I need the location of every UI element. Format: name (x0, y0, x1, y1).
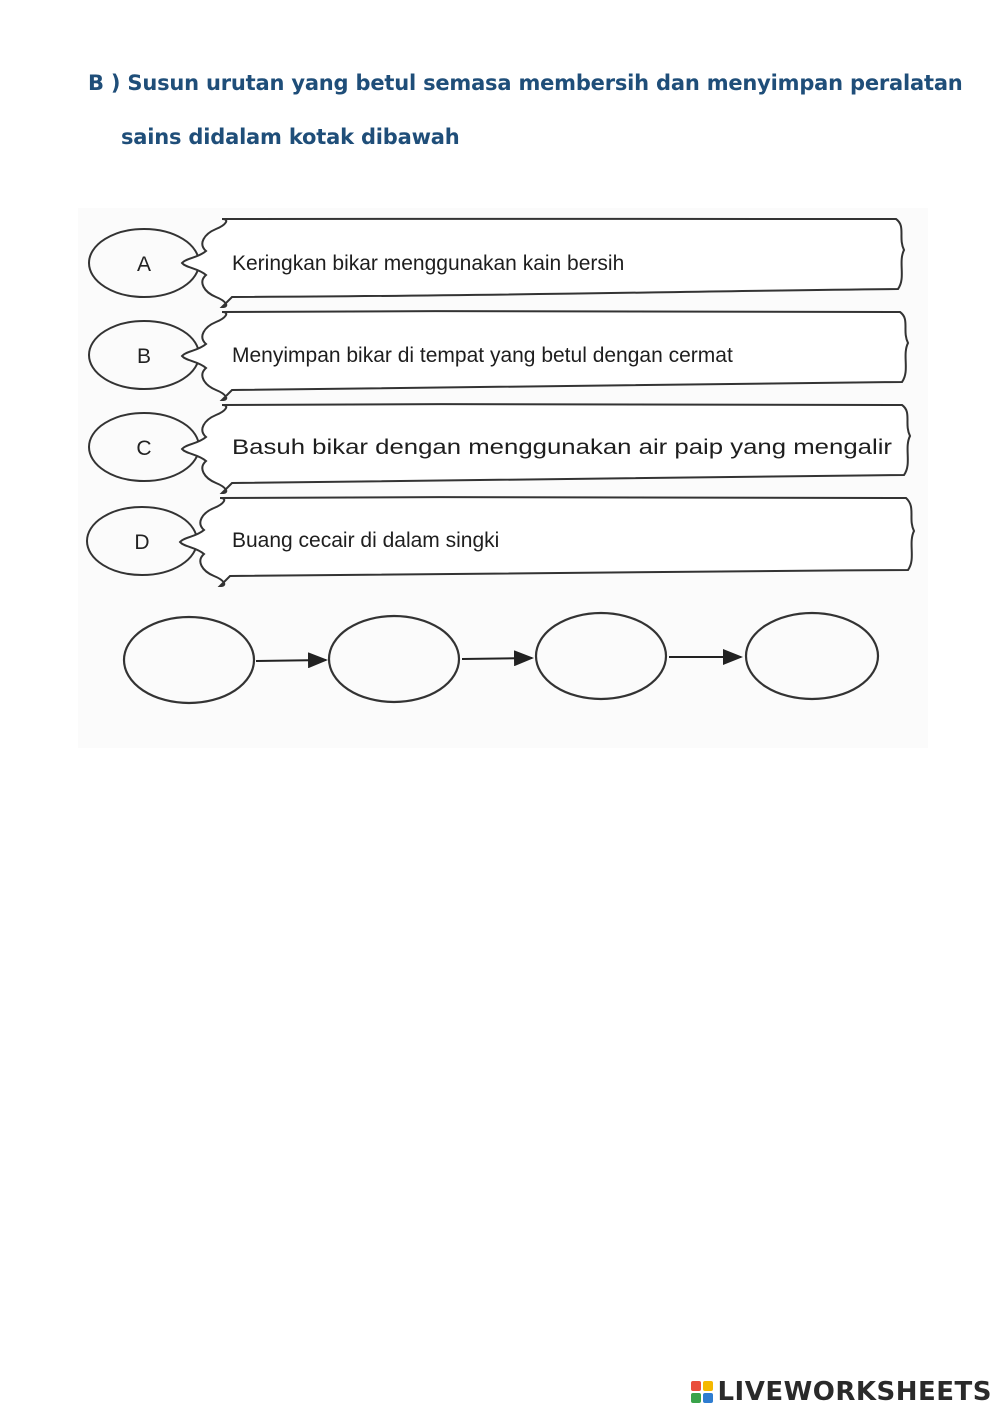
liveworksheets-brand (691, 1377, 992, 1407)
option-text: Buang cecair di dalam singki (232, 529, 500, 552)
option-letter: D (134, 531, 150, 554)
option-text: Basuh bikar dengan menggunakan air paip yang mengalir (232, 436, 893, 459)
answer-slot-2[interactable] (329, 616, 459, 702)
option-text: Keringkan bikar menggunakan kain bersih (232, 252, 625, 275)
option-letter: A (136, 253, 152, 276)
liveworksheets-logo-icon (691, 1381, 713, 1403)
option-b (89, 311, 908, 400)
option-d (87, 497, 914, 586)
answer-slot-3[interactable] (536, 613, 666, 699)
option-letter: C (136, 437, 152, 460)
option-a (89, 219, 904, 307)
arrow-1-to-2 (256, 660, 326, 661)
brand-name: LIVEWORKSHEETS (717, 1377, 992, 1407)
option-letter: B (136, 345, 152, 368)
option-c (89, 404, 910, 493)
arrow-2-to-3 (462, 658, 532, 659)
answer-slot-4[interactable] (746, 613, 878, 699)
question-line-1: B ) Susun urutan yang betul semasa membersih dan menyimpan peralatan (88, 71, 963, 95)
answer-slot-1[interactable] (124, 617, 254, 703)
option-text: Menyimpan bikar di tempat yang betul dengan cermat (232, 344, 733, 367)
answer-sequence (124, 613, 878, 703)
question-line-2: sains didalam kotak dibawah (121, 125, 460, 149)
